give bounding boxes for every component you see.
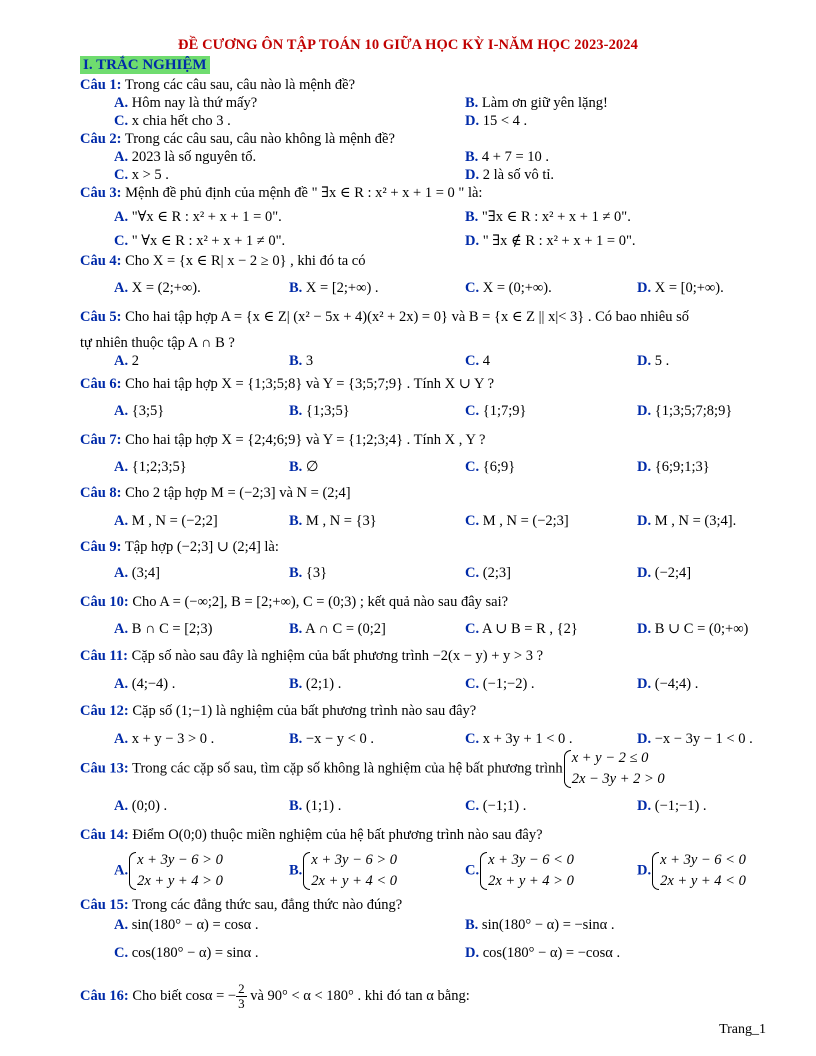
option-key: D. <box>637 459 652 475</box>
option-text: M , N = (−2;3] <box>482 513 569 529</box>
option-key: D. <box>637 513 652 529</box>
answer-option-d[interactable] <box>637 402 732 420</box>
question-text: Trong các cặp số sau, tìm cặp số không là nghiệm của hệ bất phương trình <box>128 760 563 777</box>
option-text: (3;4] <box>131 565 160 581</box>
option-key: B. <box>465 209 479 225</box>
question-text: Cho 2 tập hợp M = (−2;3] và N = (2;4] <box>121 485 351 501</box>
option-key: B. <box>289 403 303 419</box>
option-text: (4;−4) . <box>131 676 176 692</box>
option-key: C. <box>465 676 480 692</box>
question-text: Cặp số (1;−1) là nghiệm của bất phương trình nào sau đây? <box>128 703 477 719</box>
system-row: x + 3y − 6 > 0 <box>137 852 223 868</box>
option-text: x + 3y + 1 < 0 . <box>482 731 573 747</box>
option-text: (2;3] <box>482 565 511 581</box>
inequality-system <box>479 850 574 892</box>
answer-option-b[interactable] <box>465 148 549 166</box>
answer-option-d[interactable] <box>637 564 691 582</box>
system-row: 2x + y + 4 < 0 <box>311 873 398 889</box>
question-text: Trong các đẳng thức sau, đẳng thức nào đúng? <box>128 897 403 913</box>
option-text: {1;3;5} <box>305 403 350 419</box>
answer-option-b[interactable] <box>289 564 327 582</box>
option-key: A. <box>114 95 129 111</box>
answer-option-a[interactable] <box>114 148 256 166</box>
option-key: C. <box>114 113 129 129</box>
question-label: Câu 9: <box>80 539 122 555</box>
answer-option-b[interactable] <box>465 208 631 226</box>
option-text: (−1;1) . <box>482 798 527 814</box>
option-key: D. <box>637 403 652 419</box>
answer-option-d[interactable] <box>465 232 636 250</box>
option-key: C. <box>465 280 480 296</box>
answer-option-a[interactable] <box>114 458 187 476</box>
option-key: B. <box>289 513 303 529</box>
option-key: A. <box>114 731 129 747</box>
option-text: 2 là số vô tỉ. <box>482 167 555 183</box>
option-key: D. <box>637 798 652 814</box>
answer-option-c[interactable] <box>114 232 285 250</box>
question-9 <box>80 538 279 556</box>
option-key: B. <box>289 621 303 637</box>
option-key: D. <box>465 167 480 183</box>
option-text: x chia hết cho 3 . <box>131 113 231 129</box>
option-text: {1;2;3;5} <box>131 459 187 475</box>
option-text: 2023 là số nguyên tố. <box>131 149 257 165</box>
answer-option-b[interactable] <box>289 279 379 297</box>
question-16 <box>80 982 470 1011</box>
option-text: cos(180° − α) = sinα . <box>131 945 259 961</box>
option-text: Làm ơn giữ yên lặng! <box>481 95 608 111</box>
document-title: ĐỀ CƯƠNG ÔN TẬP TOÁN 10 GIỮA HỌC KỲ I-NĂM HỌC 2023-2024 <box>178 37 638 53</box>
question-label: Câu 2: <box>80 131 122 147</box>
answer-option-d[interactable] <box>465 166 554 184</box>
option-text: {3;5} <box>131 403 165 419</box>
answer-option-c[interactable] <box>465 675 535 693</box>
option-text: (2;1) . <box>305 676 342 692</box>
option-key: D. <box>637 353 652 369</box>
inequality-system <box>651 850 746 892</box>
option-text: " ∃x ∉ R : x² + x + 1 = 0". <box>482 233 636 249</box>
question-text: Trong các câu sau, câu nào là mệnh đề? <box>121 77 356 93</box>
section-heading: I. TRẮC NGHIỆM <box>80 56 210 74</box>
question-label: Câu 16: <box>80 987 129 1004</box>
question-5 <box>80 308 689 326</box>
answer-option-a[interactable] <box>114 94 257 112</box>
option-text: cos(180° − α) = −cosα . <box>482 945 621 961</box>
question-text: Điểm O(0;0) thuộc miền nghiệm của hệ bất phương trình nào sau đây? <box>128 827 543 843</box>
answer-option-c[interactable] <box>465 402 526 420</box>
question-8 <box>80 484 351 502</box>
option-text: (−4;4) . <box>654 676 699 692</box>
option-text: 4 <box>482 353 490 369</box>
answer-option-d[interactable] <box>637 352 669 370</box>
question-text: Cho X = {x ∈ R| x − 2 ≥ 0} , khi đó ta có <box>121 253 366 269</box>
option-key: C. <box>114 167 129 183</box>
answer-option-b[interactable] <box>289 512 377 530</box>
answer-option-b[interactable] <box>289 850 397 892</box>
option-key: A. <box>114 565 129 581</box>
option-key: B. <box>289 459 303 475</box>
option-key: C. <box>465 731 480 747</box>
option-key: D. <box>465 113 480 129</box>
option-key: A. <box>114 513 129 529</box>
answer-option-b[interactable] <box>289 620 386 638</box>
option-text: X = (0;+∞). <box>482 280 552 296</box>
question-text-continued: và 90° < α < 180° . khi đó tan α bằng: <box>246 987 470 1004</box>
option-key: D. <box>637 565 652 581</box>
option-text: M , N = {3} <box>305 513 377 529</box>
option-text: (−2;4] <box>654 565 692 581</box>
question-14 <box>80 826 543 844</box>
system-row: x + 3y − 6 > 0 <box>311 852 398 868</box>
inequality-system <box>128 850 223 892</box>
answer-option-a[interactable] <box>114 797 167 815</box>
question-text: Cho biết cosα = − <box>128 987 237 1004</box>
answer-option-c[interactable] <box>465 458 515 476</box>
question-4 <box>80 252 366 270</box>
option-key: A. <box>114 917 129 933</box>
answer-option-a[interactable] <box>114 916 259 934</box>
question-15 <box>80 896 402 914</box>
question-text: Cho A = (−∞;2], B = [2;+∞), C = (0;3) ; kết quả nào sau đây sai? <box>128 594 509 610</box>
answer-option-d[interactable] <box>465 944 620 962</box>
option-key: A. <box>114 209 129 225</box>
question-2 <box>80 130 395 148</box>
option-key: A. <box>114 280 129 296</box>
option-key: C. <box>114 945 129 961</box>
option-text: 3 <box>305 353 314 369</box>
option-text: 2 <box>131 353 139 369</box>
answer-option-b[interactable] <box>289 797 341 815</box>
answer-option-a[interactable] <box>114 352 139 370</box>
option-key: D. <box>637 862 652 879</box>
answer-option-c[interactable] <box>114 944 259 962</box>
answer-option-a[interactable] <box>114 208 282 226</box>
option-key: D. <box>637 621 652 637</box>
question-label: Câu 15: <box>80 897 129 913</box>
question-text: Cặp số nào sau đây là nghiệm của bất phương trình −2(x − y) + y > 3 ? <box>127 648 544 664</box>
answer-option-b[interactable] <box>465 94 608 112</box>
option-key: A. <box>114 676 129 692</box>
answer-option-a[interactable] <box>114 279 201 297</box>
answer-option-a[interactable] <box>114 675 175 693</box>
option-text: x + y − 3 > 0 . <box>131 731 215 747</box>
option-key: C. <box>465 513 480 529</box>
question-label: Câu 5: <box>80 309 122 325</box>
answer-option-c[interactable] <box>465 352 490 370</box>
answer-option-d[interactable] <box>637 730 753 748</box>
option-text: ∅ <box>305 459 319 475</box>
option-text: A ∩ C = (0;2] <box>305 621 386 637</box>
option-text: M , N = (−2;2] <box>131 513 218 529</box>
question-label: Câu 1: <box>80 77 122 93</box>
question-text: tự nhiên thuộc tập A ∩ B ? <box>80 335 235 351</box>
question-11 <box>80 647 543 665</box>
answer-option-d[interactable] <box>465 112 527 130</box>
fraction-denominator: 3 <box>238 996 245 1011</box>
option-key: B. <box>289 862 303 879</box>
answer-option-a[interactable] <box>114 730 214 748</box>
fraction <box>236 982 247 1011</box>
answer-option-a[interactable] <box>114 512 218 530</box>
inequality-system <box>563 748 665 790</box>
question-label: Câu 11: <box>80 648 128 664</box>
answer-option-d[interactable] <box>637 850 746 892</box>
option-text: x > 5 . <box>131 167 169 183</box>
answer-option-c[interactable] <box>114 166 169 184</box>
option-key: C. <box>465 459 480 475</box>
answer-option-c[interactable] <box>465 797 526 815</box>
question-13 <box>80 748 665 790</box>
option-text: −x − y < 0 . <box>305 731 374 747</box>
inequality-system <box>302 850 397 892</box>
question-label: Câu 10: <box>80 594 129 610</box>
option-key: C. <box>465 403 480 419</box>
option-key: B. <box>465 149 479 165</box>
question-text: Cho hai tập hợp X = {1;3;5;8} và Y = {3;5;7;9} . Tính X ∪ Y ? <box>121 376 495 392</box>
option-key: A. <box>114 798 129 814</box>
question-label: Câu 6: <box>80 376 122 392</box>
option-text: 5 . <box>654 353 670 369</box>
page-footer: Trang_1 <box>719 1022 766 1037</box>
system-row: 2x − 3y + 2 > 0 <box>571 771 665 787</box>
question-text: Cho hai tập hợp A = {x ∈ Z| (x² − 5x + 4)(x² + 2x) = 0} và B = {x ∈ Z || x|< 3} . Có bao nhiêu số <box>121 309 689 325</box>
option-key: D. <box>637 731 652 747</box>
option-text: X = [2;+∞) . <box>305 280 379 296</box>
question-label: Câu 8: <box>80 485 122 501</box>
answer-option-b[interactable] <box>289 402 350 420</box>
answer-option-b[interactable] <box>289 352 313 370</box>
option-text: 4 + 7 = 10 . <box>481 149 550 165</box>
answer-option-a[interactable] <box>114 564 160 582</box>
system-row: x + 3y − 6 < 0 <box>660 852 746 868</box>
option-text: B ∩ C = [2;3) <box>131 621 213 637</box>
answer-option-c[interactable] <box>465 850 574 892</box>
option-key: D. <box>637 280 652 296</box>
system-row: 2x + y + 4 > 0 <box>137 873 223 889</box>
question-10 <box>80 593 508 611</box>
question-text: Cho hai tập hợp X = {2;4;6;9} và Y = {1;2;3;4} . Tính X , Y ? <box>121 432 486 448</box>
answer-option-a[interactable] <box>114 850 223 892</box>
option-text: −x − 3y − 1 < 0 . <box>654 731 753 747</box>
answer-option-d[interactable] <box>637 279 724 297</box>
answer-option-c[interactable] <box>114 112 231 130</box>
option-key: C. <box>465 862 480 879</box>
answer-option-b[interactable] <box>289 730 374 748</box>
question-6 <box>80 375 494 393</box>
question-text: Trong các câu sau, câu nào không là mệnh đề? <box>121 131 395 147</box>
answer-option-c[interactable] <box>465 620 578 638</box>
question-label: Câu 12: <box>80 703 129 719</box>
answer-option-d[interactable] <box>637 620 748 638</box>
option-text: (−1;−1) . <box>654 798 707 814</box>
option-text: {3} <box>305 565 328 581</box>
option-key: C. <box>465 798 480 814</box>
system-row: x + 3y − 6 < 0 <box>488 852 574 868</box>
option-key: B. <box>465 917 479 933</box>
option-text: X = [0;+∞). <box>654 280 724 296</box>
question-3 <box>80 184 482 202</box>
option-text: (−1;−2) . <box>482 676 535 692</box>
question-label: Câu 7: <box>80 432 122 448</box>
question-label: Câu 3: <box>80 185 122 201</box>
question-text: Mệnh đề phủ định của mệnh đề " ∃x ∈ R : x² + x + 1 = 0 " là: <box>121 185 483 201</box>
option-key: A. <box>114 459 129 475</box>
answer-option-b[interactable] <box>289 675 341 693</box>
option-key: D. <box>465 945 480 961</box>
question-label: Câu 14: <box>80 827 129 843</box>
option-text: B ∪ C = (0;+∞) <box>654 621 749 637</box>
answer-option-b[interactable] <box>289 458 319 476</box>
option-text: Hôm nay là thứ mấy? <box>131 95 258 111</box>
option-text: sin(180° − α) = −sinα . <box>481 917 615 933</box>
answer-option-c[interactable] <box>465 512 569 530</box>
option-key: D. <box>465 233 480 249</box>
option-key: A. <box>114 621 129 637</box>
option-key: B. <box>289 676 303 692</box>
answer-option-a[interactable] <box>114 402 164 420</box>
option-text: M , N = (3;4]. <box>654 513 737 529</box>
question-text-line2 <box>80 334 235 352</box>
option-text: A ∪ B = R , {2} <box>481 621 578 637</box>
answer-option-d[interactable] <box>637 458 710 476</box>
option-text: "∃x ∈ R : x² + x + 1 ≠ 0". <box>481 209 631 225</box>
answer-option-c[interactable] <box>465 730 573 748</box>
option-key: C. <box>465 621 480 637</box>
option-key: A. <box>114 862 129 879</box>
system-row: 2x + y + 4 > 0 <box>488 873 574 889</box>
question-7 <box>80 431 486 449</box>
option-text: {1;3;5;7;8;9} <box>654 403 733 419</box>
option-text: "∀x ∈ R : x² + x + 1 = 0". <box>131 209 282 225</box>
answer-option-c[interactable] <box>465 564 511 582</box>
fraction-numerator: 2 <box>238 981 245 996</box>
option-text: {1;7;9} <box>482 403 527 419</box>
question-text: Tập hợp (−2;3] ∪ (2;4] là: <box>121 539 279 555</box>
option-key: B. <box>289 280 303 296</box>
option-text: (0;0) . <box>131 798 168 814</box>
option-key: B. <box>465 95 479 111</box>
option-key: B. <box>289 565 303 581</box>
option-key: D. <box>637 676 652 692</box>
option-text: {6;9;1;3} <box>654 459 710 475</box>
answer-option-c[interactable] <box>465 279 552 297</box>
option-key: C. <box>465 565 480 581</box>
answer-option-b[interactable] <box>465 916 614 934</box>
system-row: x + y − 2 ≤ 0 <box>571 750 649 766</box>
answer-option-d[interactable] <box>637 675 698 693</box>
option-key: A. <box>114 403 129 419</box>
answer-option-a[interactable] <box>114 620 212 638</box>
option-key: A. <box>114 149 129 165</box>
option-text: (1;1) . <box>305 798 342 814</box>
option-key: B. <box>289 353 303 369</box>
question-12 <box>80 702 476 720</box>
option-text: sin(180° − α) = cosα . <box>131 917 259 933</box>
option-text: {6;9} <box>482 459 516 475</box>
option-key: C. <box>465 353 480 369</box>
option-text: X = (2;+∞). <box>131 280 201 296</box>
question-label: Câu 4: <box>80 253 122 269</box>
question-label: Câu 13: <box>80 760 129 777</box>
option-text: " ∀x ∈ R : x² + x + 1 ≠ 0". <box>131 233 286 249</box>
system-row: 2x + y + 4 < 0 <box>660 873 746 889</box>
answer-option-d[interactable] <box>637 797 707 815</box>
answer-option-d[interactable] <box>637 512 736 530</box>
option-key: B. <box>289 731 303 747</box>
option-key: B. <box>289 798 303 814</box>
option-key: C. <box>114 233 129 249</box>
option-text: 15 < 4 . <box>482 113 528 129</box>
question-1 <box>80 76 355 94</box>
option-key: A. <box>114 353 129 369</box>
